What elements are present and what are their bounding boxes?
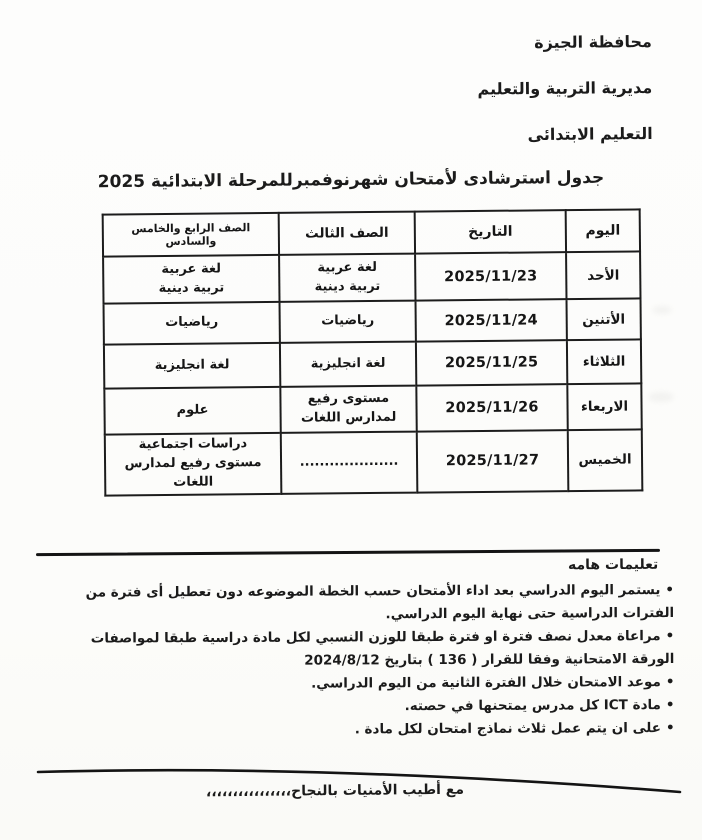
bullet-marker: • xyxy=(665,719,675,737)
education-stage-line: التعليم الابتدائى xyxy=(527,123,653,145)
cell-grade456: علوم xyxy=(104,387,280,435)
note-text: موعد الامتحان خلال الفترة الثانية من اليوم الدراسي. xyxy=(311,674,661,692)
note-item xyxy=(52,625,674,674)
table-row xyxy=(104,298,641,344)
cell-grade456: رياضيات xyxy=(104,302,280,345)
scan-smudge xyxy=(648,392,674,402)
cell-day: الأحد xyxy=(566,251,640,299)
bullet-marker: • xyxy=(665,673,675,691)
bullet-marker: • xyxy=(665,696,675,714)
cell-grade456: دراسات اجتماعية مستوى رفيع لمدارس اللغات xyxy=(105,433,282,495)
cell-grade456: لغة عربية تربية دينية xyxy=(103,255,279,304)
cell-date: 2025/11/26 xyxy=(416,384,567,431)
header-grade3: الصف الثالث xyxy=(279,212,415,255)
cell-date: 2025/11/23 xyxy=(415,252,566,300)
cell-grade3: رياضيات xyxy=(280,301,416,343)
header-grade456: الصف الرابع والخامس والسادس xyxy=(103,213,279,257)
header-date: التاريخ xyxy=(415,210,566,253)
table-row xyxy=(103,251,640,303)
cell-day: الاربعاء xyxy=(567,383,641,430)
note-text: على ان يتم عمل ثلاث نماذج امتحان لكل مادة . xyxy=(354,720,662,738)
note-item xyxy=(53,717,675,743)
cell-grade3: مستوى رفيع لمدارس اللغات xyxy=(280,386,416,433)
bullet-marker: • xyxy=(665,582,675,599)
directorate-line: مديرية التربية والتعليم xyxy=(477,77,653,99)
notes-heading: تعليمات هامه xyxy=(567,556,659,574)
document-title: جدول استرشادى لأمتحان شهرنوفمبرللمرحلة الابتدائية 2025 xyxy=(97,167,605,193)
bullet-marker: • xyxy=(665,627,675,645)
cell-grade456: لغة انجليزية xyxy=(104,343,280,389)
governorate-line: محافظة الجيزة xyxy=(534,32,653,53)
note-text: مراعاة معدل نصف فترة او فترة طبقا للوزن النسبي لكل مادة دراسية طبقا لمواصفات الورقة الامتحانية وفقا للقرار ( 136 ) بتاريخ 2024/8/12 xyxy=(90,628,675,669)
exam-schedule-table-wrap xyxy=(102,208,644,496)
table-row xyxy=(104,383,641,434)
cell-grade3: .................... xyxy=(281,432,418,494)
cell-day: الأتنين xyxy=(566,298,640,340)
cell-date: 2025/11/27 xyxy=(417,430,569,492)
cell-day: الثلاثاء xyxy=(567,339,641,384)
scan-smudge xyxy=(652,306,672,314)
note-item xyxy=(53,694,675,720)
closing-text: مع أطيب الأمنيات بالنجاح،،،،،،،،،،،،،،،، xyxy=(205,781,465,801)
letterhead xyxy=(477,32,653,172)
notes-list xyxy=(52,579,675,743)
cell-grade3: لغة انجليزية xyxy=(280,342,416,387)
note-item xyxy=(52,671,674,697)
cell-grade3: لغة عربية تربية دينية xyxy=(279,254,415,302)
cell-date: 2025/11/25 xyxy=(416,340,567,385)
note-item xyxy=(52,579,674,628)
header-day: اليوم xyxy=(566,209,640,252)
cell-date: 2025/11/24 xyxy=(416,299,567,341)
note-text: مادة ICT كل مدرس يمتحنها في حصته. xyxy=(404,697,661,715)
table-row xyxy=(104,339,641,388)
table-header-row xyxy=(103,209,640,256)
cell-day: الخميس xyxy=(568,429,643,490)
separator-line xyxy=(36,549,660,556)
exam-schedule-table xyxy=(102,208,644,496)
note-text: يستمر اليوم الدراسي بعد اداء الأمتحان حسب الخطة الموضوعه دون تعطيل أى فترة من الفترات الدراسية حتى نهاية اليوم الدراسي. xyxy=(85,582,675,623)
table-row xyxy=(105,429,643,495)
